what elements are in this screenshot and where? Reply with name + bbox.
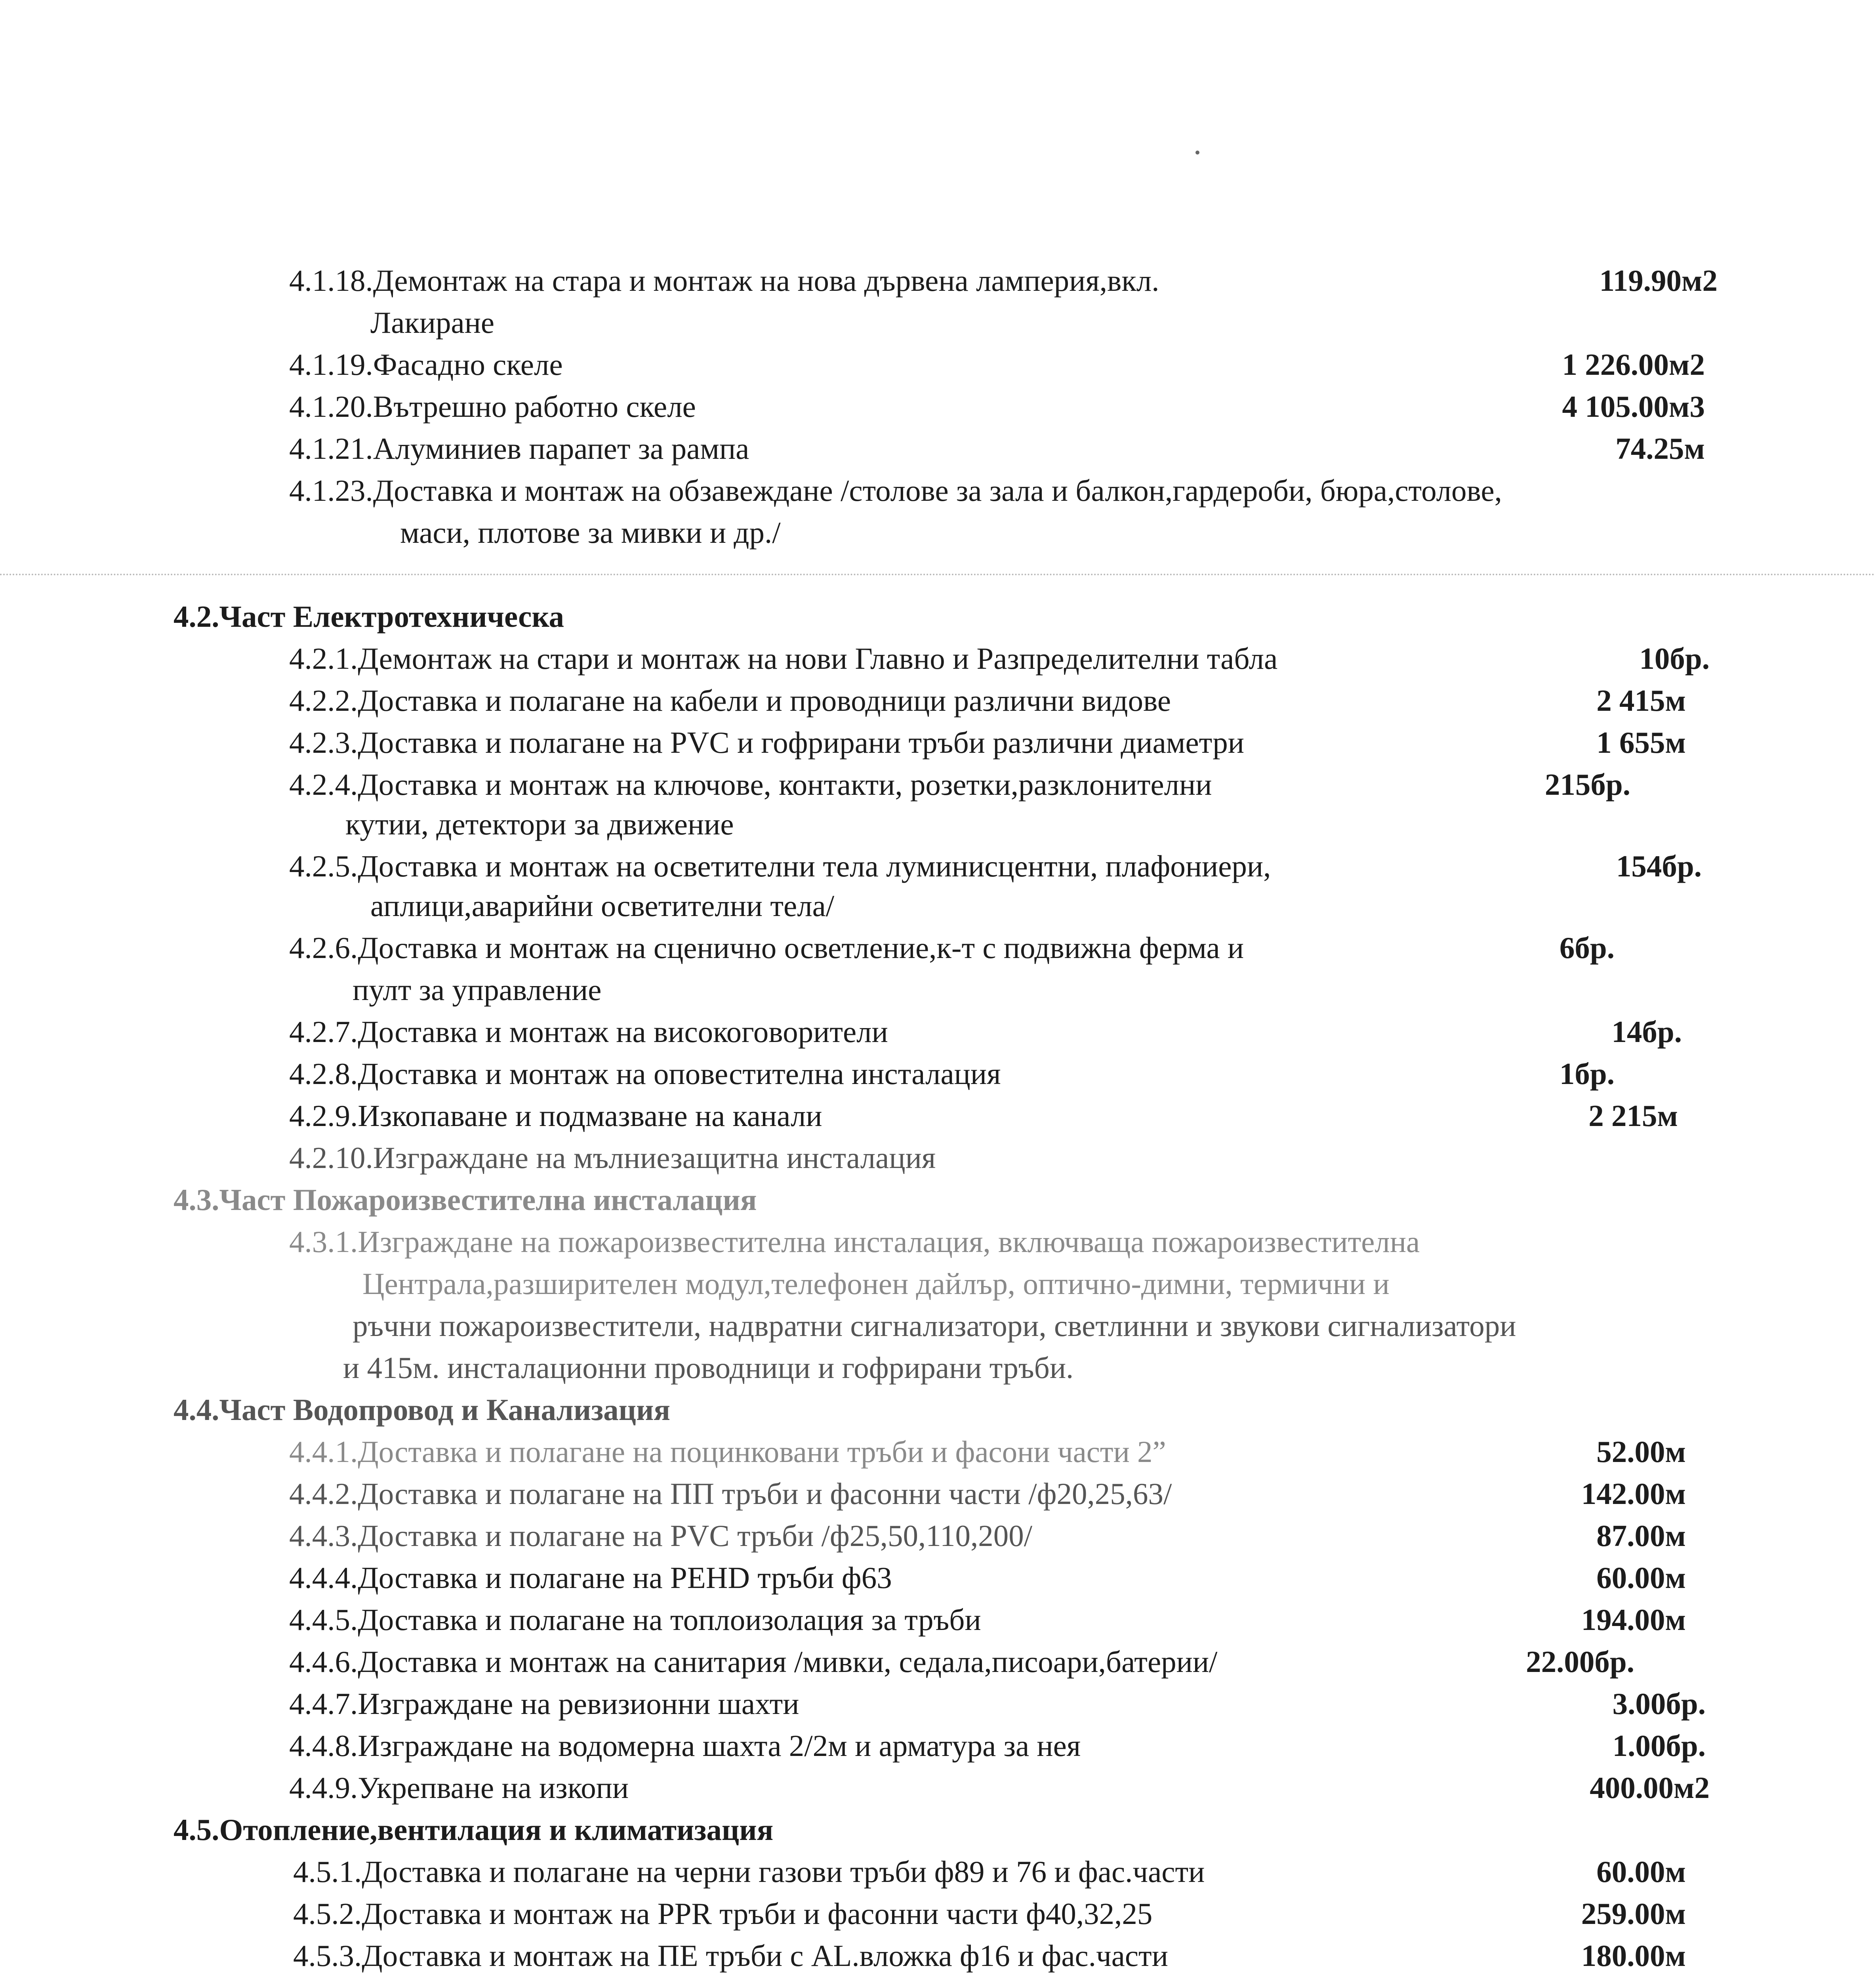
item-4-1-21-quantity: 74.25м <box>1615 431 1705 466</box>
item-4-2-5-label: 4.2.5.Доставка и монтаж на осветителни тела луминисцентни, плафониери, <box>289 849 1271 883</box>
item-4-4-6-quantity: 22.00бр. <box>1526 1645 1634 1679</box>
item-4-2-5-quantity: 154бр. <box>1616 849 1702 883</box>
item-4-5-3-label: 4.5.3.Доставка и монтаж на ПЕ тръби с AL.вложка ф16 и фас.части <box>293 1939 1168 1973</box>
item-4-2-4-label: 4.2.4.Доставка и монтаж на ключове, контакти, розетки,разклонителни <box>289 767 1212 802</box>
section-4-4-title: 4.4.Част Водопровод и Канализация <box>173 1393 671 1427</box>
section-4-5-title: 4.5.Отопление,вентилация и климатизация <box>173 1813 774 1847</box>
item-4-2-3-label: 4.2.3.Доставка и полагане на PVC и гофрирани тръби различни диаметри <box>289 725 1244 760</box>
item-4-4-4-label: 4.4.4.Доставка и полагане на PEHD тръби ф63 <box>289 1561 892 1595</box>
section-4-2-title: 4.2.Част Електротехническа <box>173 599 564 634</box>
item-4-4-1-quantity: 52.00м <box>1596 1435 1686 1469</box>
item-4-1-18-continuation: Лакиране <box>370 305 495 340</box>
section-4-3-title: 4.3.Част Пожароизвестителна инсталация <box>173 1183 757 1217</box>
item-4-1-20-label: 4.1.20.Вътрешно работно скеле <box>289 389 696 424</box>
item-4-2-7-quantity: 14бр. <box>1611 1015 1682 1049</box>
item-4-2-5-continuation: аплици,аварийни осветителни тела/ <box>370 889 835 923</box>
item-4-3-1-line-1: 4.3.1.Изграждане на пожароизвестителна инсталация, включваща пожароизвестителна <box>289 1225 1420 1259</box>
item-4-1-18-quantity: 119.90м2 <box>1599 263 1718 298</box>
item-4-2-9-label: 4.2.9.Изкопаване и подмазване на канали <box>289 1099 822 1133</box>
scan-artifact-line <box>0 574 1876 575</box>
item-4-5-1-label: 4.5.1.Доставка и полагане на черни газови тръби ф89 и 76 и фас.части <box>293 1855 1205 1889</box>
item-4-4-5-label: 4.4.5.Доставка и полагане на топлоизолация за тръби <box>289 1603 981 1637</box>
item-4-4-9-label: 4.4.9.Укрепване на изкопи <box>289 1771 629 1805</box>
item-4-4-8-quantity: 1.00бр. <box>1612 1729 1706 1763</box>
item-4-1-23-label: 4.1.23.Доставка и монтаж на обзавеждане /столове за зала и балкон,гардероби, бюра,столове, <box>289 473 1502 508</box>
item-4-5-3-quantity: 180.00м <box>1581 1939 1686 1973</box>
item-4-4-6-label: 4.4.6.Доставка и монтаж на санитария /мивки, седала,писоари,батерии/ <box>289 1645 1218 1679</box>
item-4-2-6-quantity: 6бр. <box>1559 931 1615 965</box>
item-4-1-23-continuation: маси, плотове за мивки и др./ <box>400 515 781 550</box>
item-4-1-20-quantity: 4 105.00м3 <box>1562 389 1705 424</box>
item-4-5-4-label <box>293 1979 890 1981</box>
item-4-2-9-quantity: 2 215м <box>1588 1099 1678 1133</box>
item-4-4-7-quantity: 3.00бр. <box>1612 1687 1706 1721</box>
item-4-2-2-label: 4.2.2.Доставка и полагане на кабели и проводници различни видове <box>289 683 1171 718</box>
item-4-5-2-label: 4.5.2.Доставка и монтаж на PPR тръби и фасонни части ф40,32,25 <box>293 1897 1153 1931</box>
item-4-5-1-quantity: 60.00м <box>1596 1855 1686 1889</box>
item-4-2-7-label: 4.2.7.Доставка и монтаж на високоговорители <box>289 1015 888 1049</box>
item-4-4-4-quantity: 60.00м <box>1596 1561 1686 1595</box>
item-4-1-18-label: 4.1.18.Демонтаж на стара и монтаж на нова дървена ламперия,вкл. <box>289 263 1159 298</box>
item-4-2-2-quantity: 2 415м <box>1596 683 1686 718</box>
item-4-4-3-label: 4.4.3.Доставка и полагане на PVC тръби /ф25,50,110,200/ <box>289 1519 1033 1553</box>
item-4-5-4-quantity <box>1581 1979 1686 1981</box>
item-4-5-2-quantity: 259.00м <box>1581 1897 1686 1931</box>
item-4-2-1-label: 4.2.1.Демонтаж на стари и монтаж на нови Главно и Разпределителни табла <box>289 641 1278 676</box>
item-4-4-8-label: 4.4.8.Изграждане на водомерна шахта 2/2м и арматура за нея <box>289 1729 1081 1763</box>
item-4-1-19-label: 4.1.19.Фасадно скеле <box>289 347 563 382</box>
item-4-4-7-label: 4.4.7.Изграждане на ревизионни шахти <box>289 1687 799 1721</box>
scan-speck <box>1195 151 1199 155</box>
item-4-4-2-quantity: 142.00м <box>1581 1477 1686 1511</box>
item-4-1-19-quantity: 1 226.00м2 <box>1562 347 1705 382</box>
item-4-2-8-label: 4.2.8.Доставка и монтаж на оповестителна инсталация <box>289 1057 1001 1091</box>
item-4-3-1-line-3: ръчни пожароизвестители, надвратни сигнализатори, светлинни и звукови сигнализатори <box>353 1309 1516 1343</box>
item-4-2-6-label: 4.2.6.Доставка и монтаж на сценично осветление,к-т с подвижна ферма и <box>289 931 1244 965</box>
item-4-1-21-label: 4.1.21.Алуминиев парапет за рампа <box>289 431 749 466</box>
item-4-2-4-quantity: 215бр. <box>1544 767 1630 802</box>
item-4-4-5-quantity: 194.00м <box>1581 1603 1686 1637</box>
item-4-4-9-quantity: 400.00м2 <box>1590 1771 1710 1805</box>
item-4-2-6-continuation: пулт за управление <box>353 973 602 1007</box>
item-4-2-10-label: 4.2.10.Изграждане на мълниезащитна инсталация <box>289 1141 936 1175</box>
item-4-2-4-continuation: кутии, детектори за движение <box>345 807 734 841</box>
item-4-4-3-quantity: 87.00м <box>1596 1519 1686 1553</box>
item-4-2-1-quantity: 10бр. <box>1639 641 1710 676</box>
item-4-3-1-line-4: и 415м. инсталационни проводници и гофрирани тръби. <box>343 1351 1074 1385</box>
item-4-2-3-quantity: 1 655м <box>1596 725 1686 760</box>
item-4-4-1-label: 4.4.1.Доставка и полагане на поцинковани тръби и фасони части 2” <box>289 1435 1166 1469</box>
item-4-4-2-label: 4.4.2.Доставка и полагане на ПП тръби и фасонни части /ф20,25,63/ <box>289 1477 1172 1511</box>
item-4-3-1-line-2: Централа,разширителен модул,телефонен дайлър, оптично-димни, термични и <box>362 1267 1390 1301</box>
item-4-2-8-quantity: 1бр. <box>1559 1057 1615 1091</box>
